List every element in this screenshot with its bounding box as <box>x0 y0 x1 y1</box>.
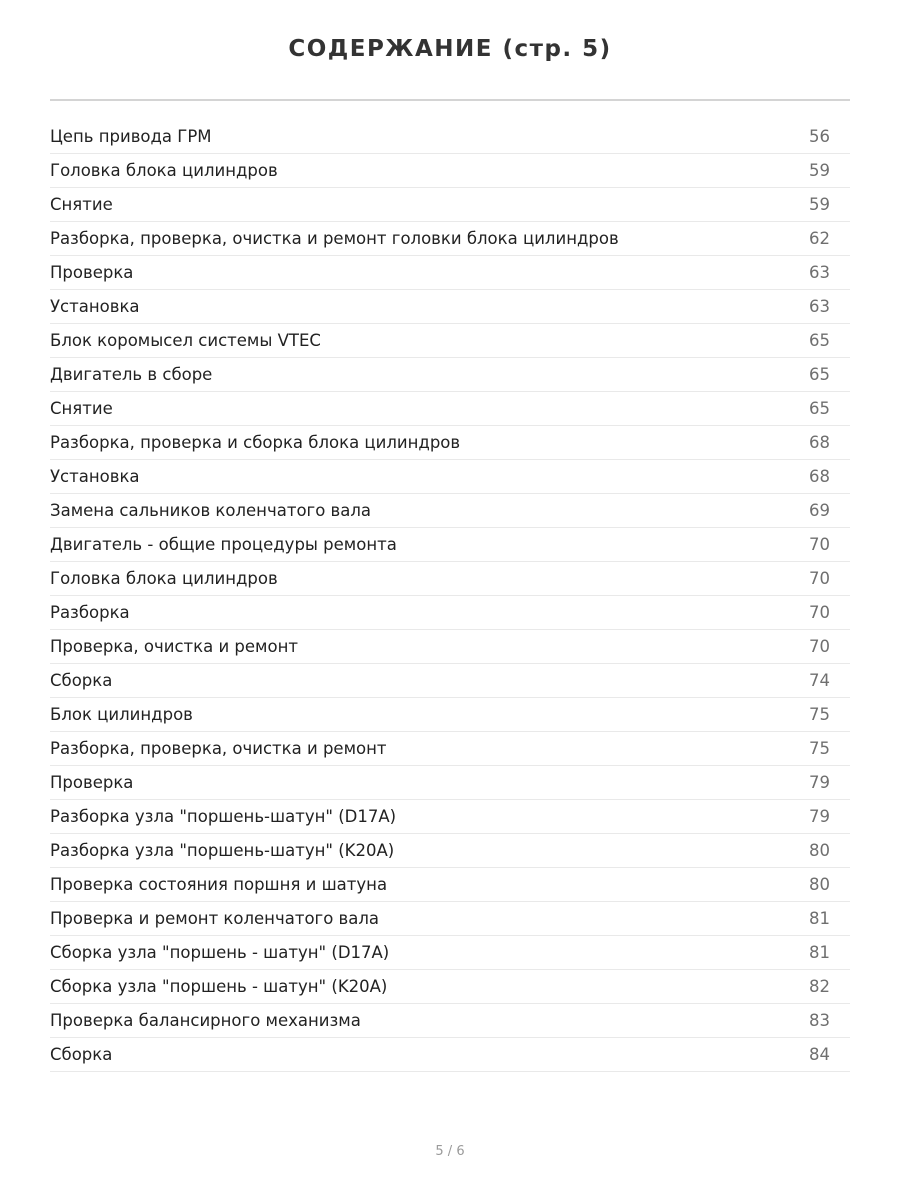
toc-entry[interactable] <box>50 562 850 596</box>
toc-entry[interactable] <box>50 120 850 154</box>
toc-entry-title: Разборка узла "поршень-шатун" (D17A) <box>50 807 397 826</box>
toc-entry-page-number: 80 <box>809 875 830 894</box>
toc-entry-title: Проверка балансирного механизма <box>50 1011 361 1030</box>
toc-entry-page-number: 81 <box>809 943 830 962</box>
toc-entry-title: Проверка, очистка и ремонт <box>50 637 298 656</box>
toc-entry[interactable] <box>50 290 850 324</box>
toc-entry-page-number: 56 <box>809 127 830 146</box>
toc-entry[interactable] <box>50 256 850 290</box>
toc-entry-page-number: 75 <box>809 739 830 758</box>
title-divider <box>50 99 850 101</box>
toc-entry-title: Установка <box>50 297 140 316</box>
toc-entry[interactable] <box>50 426 850 460</box>
toc-entry-page-number: 59 <box>809 195 830 214</box>
page-indicator: 5 / 6 <box>435 1144 465 1159</box>
toc-entry-title: Двигатель в сборе <box>50 365 213 384</box>
toc-entry-page-number: 65 <box>809 399 830 418</box>
toc-entry-page-number: 59 <box>809 161 830 180</box>
toc-entry[interactable] <box>50 732 850 766</box>
toc-entry-title: Сборка <box>50 671 113 690</box>
toc-entry-title: Проверка <box>50 773 134 792</box>
toc-entry-page-number: 65 <box>809 365 830 384</box>
toc-entry-title: Разборка узла "поршень-шатун" (K20A) <box>50 841 395 860</box>
toc-entry-page-number: 68 <box>809 467 830 486</box>
toc-entry-title: Сборка узла "поршень - шатун" (D17A) <box>50 943 390 962</box>
toc-entry-title: Головка блока цилиндров <box>50 569 278 588</box>
toc-entry[interactable] <box>50 1038 850 1072</box>
toc-entry-title: Разборка <box>50 603 130 622</box>
toc-entry-page-number: 81 <box>809 909 830 928</box>
toc-entry-page-number: 63 <box>809 297 830 316</box>
toc-entry-page-number: 70 <box>809 535 830 554</box>
toc-entry-page-number: 80 <box>809 841 830 860</box>
toc-entry-title: Блок цилиндров <box>50 705 193 724</box>
toc-entry-title: Сборка <box>50 1045 113 1064</box>
toc-entry-page-number: 82 <box>809 977 830 996</box>
toc-entry[interactable] <box>50 1004 850 1038</box>
toc-entry-title: Блок коромысел системы VTEC <box>50 331 321 350</box>
toc-entry[interactable] <box>50 392 850 426</box>
toc-entry-page-number: 79 <box>809 773 830 792</box>
toc-entry[interactable] <box>50 868 850 902</box>
toc-entry[interactable] <box>50 154 850 188</box>
toc-entry-title: Головка блока цилиндров <box>50 161 278 180</box>
toc-entry-title: Разборка, проверка, очистка и ремонт <box>50 739 387 758</box>
toc-entry[interactable] <box>50 494 850 528</box>
toc-entry-page-number: 70 <box>809 637 830 656</box>
toc-entry-page-number: 65 <box>809 331 830 350</box>
toc-entry-title: Двигатель - общие процедуры ремонта <box>50 535 397 554</box>
toc-entry-page-number: 79 <box>809 807 830 826</box>
toc-entry[interactable] <box>50 358 850 392</box>
page-title: СОДЕРЖАНИЕ (стр. 5) <box>288 36 612 62</box>
toc-entry-title: Замена сальников коленчатого вала <box>50 501 372 520</box>
toc-list <box>50 120 850 1072</box>
toc-entry-page-number: 68 <box>809 433 830 452</box>
toc-entry-title: Снятие <box>50 195 113 214</box>
toc-entry-page-number: 83 <box>809 1011 830 1030</box>
toc-entry[interactable] <box>50 528 850 562</box>
toc-entry-title: Проверка <box>50 263 134 282</box>
toc-entry[interactable] <box>50 970 850 1004</box>
toc-entry[interactable] <box>50 800 850 834</box>
toc-entry[interactable] <box>50 936 850 970</box>
toc-entry-title: Проверка состояния поршня и шатуна <box>50 875 388 894</box>
toc-entry[interactable] <box>50 188 850 222</box>
toc-entry-page-number: 62 <box>809 229 830 248</box>
toc-entry[interactable] <box>50 664 850 698</box>
toc-entry-page-number: 84 <box>809 1045 830 1064</box>
toc-entry[interactable] <box>50 902 850 936</box>
toc-entry-title: Проверка и ремонт коленчатого вала <box>50 909 380 928</box>
toc-entry-title: Разборка, проверка и сборка блока цилиндров <box>50 433 461 452</box>
toc-entry[interactable] <box>50 766 850 800</box>
toc-entry-title: Сборка узла "поршень - шатун" (K20A) <box>50 977 388 996</box>
toc-entry-page-number: 63 <box>809 263 830 282</box>
toc-entry-page-number: 70 <box>809 603 830 622</box>
toc-entry-page-number: 74 <box>809 671 830 690</box>
toc-entry-title: Снятие <box>50 399 113 418</box>
toc-entry-title: Цепь привода ГРМ <box>50 127 212 146</box>
toc-entry[interactable] <box>50 630 850 664</box>
toc-entry[interactable] <box>50 596 850 630</box>
toc-entry-page-number: 69 <box>809 501 830 520</box>
toc-entry[interactable] <box>50 324 850 358</box>
toc-entry[interactable] <box>50 460 850 494</box>
toc-entry-title: Разборка, проверка, очистка и ремонт головки блока цилиндров <box>50 229 619 248</box>
toc-entry-page-number: 75 <box>809 705 830 724</box>
toc-entry[interactable] <box>50 222 850 256</box>
toc-entry-title: Установка <box>50 467 140 486</box>
toc-entry[interactable] <box>50 698 850 732</box>
toc-entry[interactable] <box>50 834 850 868</box>
toc-entry-page-number: 70 <box>809 569 830 588</box>
